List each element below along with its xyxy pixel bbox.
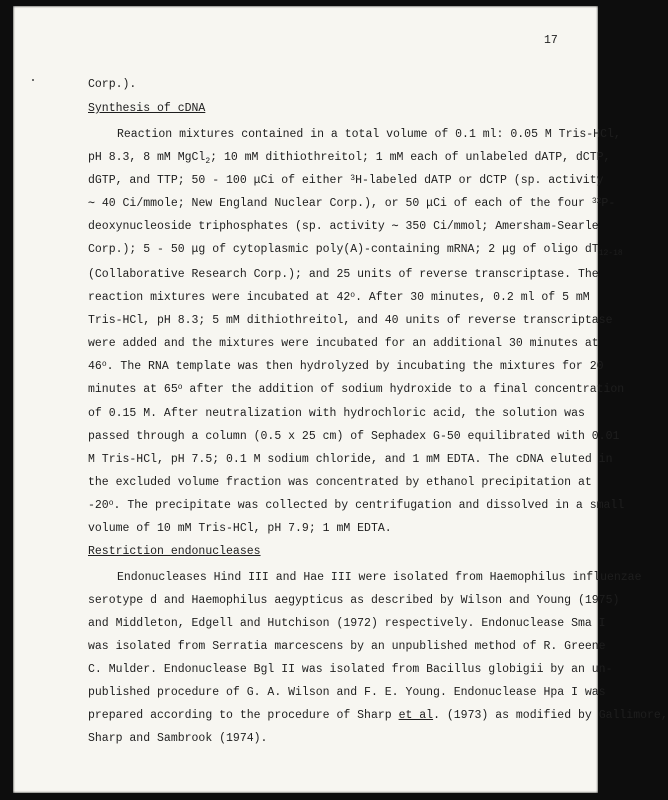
text-line: Tris-HCl, pH 8.3; 5 mM dithiothreitol, and 40 units of reverse transcriptase: [88, 314, 613, 327]
text-line: (Collaborative Research Corp.); and 25 units of reverse transcriptase. The: [88, 268, 599, 281]
speck: [32, 79, 34, 81]
text-line: deoxynucleoside triphosphates (sp. activity ∼ 350 Ci/mmol; Amersham-Searle: [88, 220, 599, 233]
text-line: prepared according to the procedure of Sharp et al. (1973) as modified by Gallimore,: [88, 709, 668, 722]
page-number: 17: [544, 34, 558, 47]
text-line: was isolated from Serratia marcescens by an unpublished method of R. Greene: [88, 640, 606, 653]
text-line: the excluded volume fraction was concentrated by ethanol precipitation at: [88, 476, 592, 489]
document-page: [13, 6, 668, 793]
text-line: Reaction mixtures contained in a total volume of 0.1 ml: 0.05 M Tris-HCl,: [117, 128, 621, 141]
text-line: C. Mulder. Endonuclease Bgl II was isolated from Bacillus globigii by an un-: [88, 663, 613, 676]
text-line: Endonucleases Hind III and Hae III were isolated from Haemophilus influenzae: [117, 571, 642, 584]
text-line: dGTP, and TTP; 50 - 100 μCi of either $^3$H-labeled dATP or dCTP (sp. activity: [88, 174, 604, 187]
text-line: M Tris-HCl, pH 7.5; 0.1 M sodium chloride, and 1 mM EDTA. The cDNA eluted in: [88, 453, 613, 466]
text-line: ∼ 40 Ci/mmole; New England Nuclear Corp.), or 50 μCi of each of the four $^{32}$P-: [88, 197, 616, 210]
text-line: reaction mixtures were incubated at 42$^o$. After 30 minutes, 0.2 ml of 5 mM: [88, 291, 590, 304]
text-line: published procedure of G. A. Wilson and F. E. Young. Endonuclease Hpa I was: [88, 686, 606, 699]
text-line: Corp.); 5 - 50 μg of cytoplasmic poly(A)-containing mRNA; 2 μg of oligo $dT_{12-18}$: [88, 243, 623, 258]
text-line: -20$^o$. The precipitate was collected by centrifugation and dissolved in a small: [88, 499, 625, 512]
text-line: and Middleton, Edgell and Hutchison (1972) respectively. Endonuclease Sma I: [88, 617, 606, 630]
text-line: serotype d and Haemophilus aegypticus as described by Wilson and Young (1975): [88, 594, 620, 607]
text-line: Corp.).: [88, 78, 137, 91]
text-line: minutes at 65$^o$ after the addition of sodium hydroxide to a final concentration: [88, 383, 625, 396]
text-line: pH 8.3, 8 mM MgCl$_2$; 10 mM dithiothreitol; 1 mM each of unlabeled dATP, dCTP,: [88, 151, 611, 166]
text-line: volume of 10 mM Tris-HCl, pH 7.9; 1 mM EDTA.: [88, 522, 392, 535]
text-line: 46$^o$. The RNA template was then hydrolyzed by incubating the mixtures for 20: [88, 360, 604, 373]
text-line: of 0.15 M. After neutralization with hydrochloric acid, the solution was: [88, 407, 585, 420]
section-heading: Restriction endonucleases: [88, 545, 261, 558]
text-line: Sharp and Sambrook (1974).: [88, 732, 268, 745]
section-heading: Synthesis of cDNA: [88, 102, 206, 115]
text-line: were added and the mixtures were incubated for an additional 30 minutes at: [88, 337, 599, 350]
text-line: passed through a column (0.5 x 25 cm) of Sephadex G-50 equilibrated with 0.01: [88, 430, 620, 443]
